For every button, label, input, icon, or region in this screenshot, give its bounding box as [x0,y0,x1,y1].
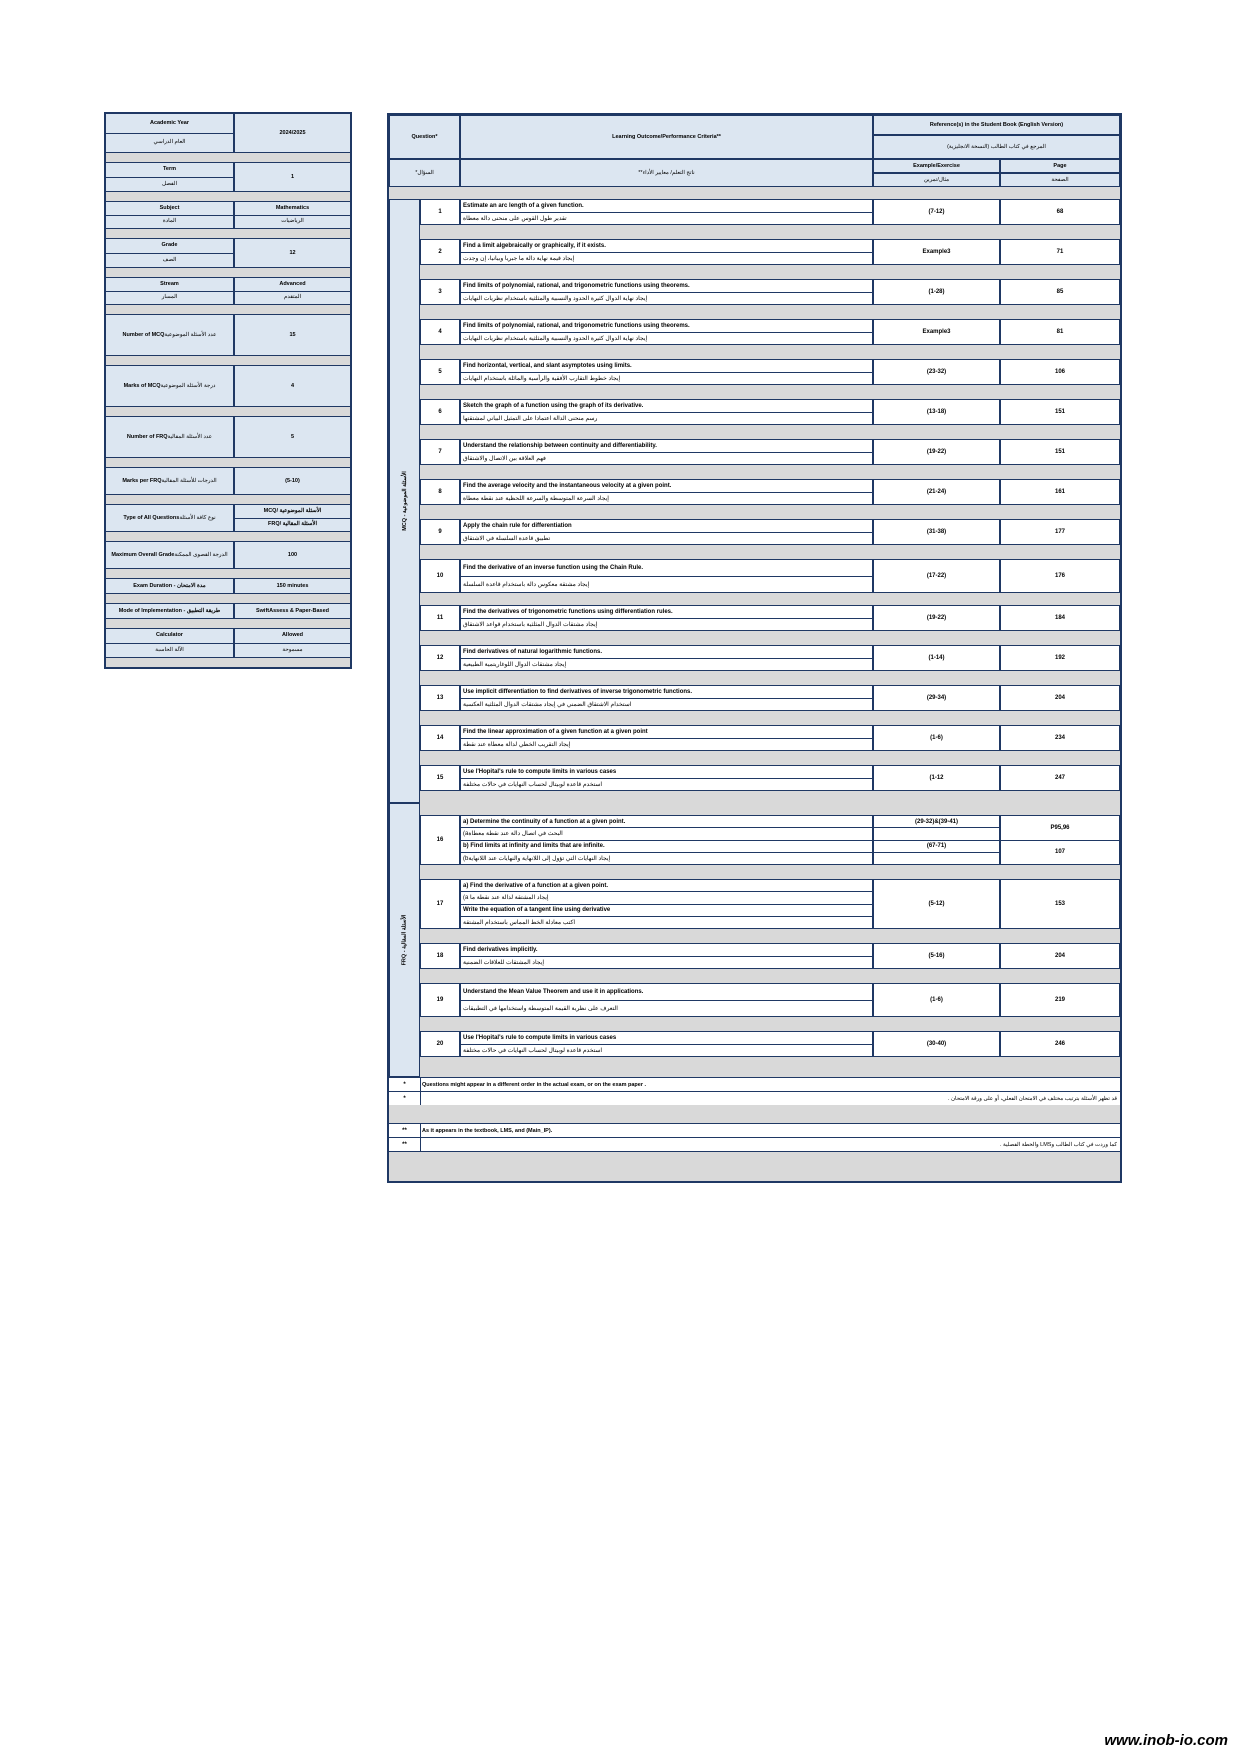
outcome-ar: تطبيق قاعدة السلسلة في الاشتقاق [463,535,551,542]
outcome-ar: إيجاد مشتقة معكوس دالة باستخدام قاعدة السلسلة [463,581,590,588]
page-value: 247 [1000,765,1120,791]
page-value: 234 [1000,725,1120,751]
table-row [420,319,1120,345]
outcome-ar: استخدم قاعدة لوبيتال لحساب النهايات في حالات مختلفة [463,781,603,788]
num-frq-value: 5 [290,433,295,440]
example-value: (1-14) [873,645,1000,671]
question-number: 5 [420,359,460,385]
outcome-en: Understand the relationship between continuity and differentiability. [461,440,872,453]
page-value: 204 [1000,943,1120,969]
calculator-value: Allowed [281,632,304,639]
question-number: 14 [420,725,460,751]
marks-frq-row [106,468,350,495]
exam-info-table [104,112,352,669]
note-text: Questions might appear in a different order in the actual exam, or on the exam paper . [422,1081,647,1088]
page-value: 106 [1000,359,1120,385]
learning-outcome [460,685,873,711]
table-row [420,685,1120,711]
question-number: 18 [420,943,460,969]
page-value: 153 [1000,879,1120,929]
example-value: (1-6) [873,725,1000,751]
stream-label-ar: المسار [106,291,233,305]
lo-header: Learning Outcome/Performance Criteria** [460,115,873,159]
page-value: 204 [1000,685,1120,711]
outcome-ar: إيجاد خطوط التقارب الأفقية والرأسية والمائلة باستخدام النهايات [463,375,621,382]
page-value: 81 [1000,319,1120,345]
question-number: 20 [420,1031,460,1057]
note-marker: ** [389,1138,421,1151]
outcome-en: Find limits of polynomial, rational, and trigonometric functions using theorems. [461,280,872,293]
outcome-en: Write the equation of a tangent line using derivative [461,905,872,917]
term-value: 1 [290,173,295,180]
page-value: 107 [1054,849,1065,856]
example-value: Example3 [873,239,1000,265]
type-row [106,505,350,532]
duration-label: Exam Duration - مدة الامتحان [133,582,206,589]
outcome-en: a) Find the derivative of a function at a given point. [461,880,872,892]
subject-label-ar: المادة [106,215,233,229]
grade-row [106,239,350,268]
marks-mcq-row [106,366,350,407]
outcome-ar: إيجاد السرعة المتوسطة والسرعة اللحظية عند نقطة معطاة [463,495,609,502]
outcome-ar: اكتب معادلة الخط المماس باستخدام المشتقة [463,919,575,926]
type-value-mcq: MCQ/ الأسئلة الموضوعية [263,507,322,514]
mcq-section-label: MCQ - الأسئلة الموضوعية [389,199,420,803]
note-row [389,1123,1120,1137]
outcome-ar: إيجاد المشتقات للعلاقات الضمنية [463,959,544,966]
outcome-en: Find limits of polynomial, rational, and trigonometric functions using theorems. [461,320,872,333]
outcome-ar: تقدير طول القوس على منحنى دالة معطاة [463,215,567,222]
question-header: Question* [389,115,460,159]
subject-label: Subject [159,204,180,211]
academic-year-label: Academic Year [149,119,190,126]
question-number: 16 [420,815,460,865]
example-value: (5-16) [873,943,1000,969]
outcome-ar: إيجاد مشتقات الدوال المثلثية باستخدام قواعد الاشتقاق [463,621,598,628]
page-value: 68 [1000,199,1120,225]
calculator-value-ar: مسموحة [235,643,350,658]
page-header: Page [1000,159,1120,173]
calculator-label: Calculator [156,632,183,639]
duration-value: 150 minutes [276,582,309,589]
outcome-en: b) Find limits at infinity and limits that are infinite. [461,841,872,853]
example-value: Example3 [873,319,1000,345]
outcome-en: Find the derivative of an inverse function using the Chain Rule. [461,560,872,577]
outcome-ar: فهم العلاقة بين الاتصال والاشتقاق [463,455,546,462]
type-value-frq: FRQ/ الأسئلة المقالية [235,518,350,532]
note-text: As it appears in the textbook, LMS, and (Main_IP). [422,1127,553,1134]
example-value: (29-32)&(39-41) [874,816,999,828]
learning-outcome [460,983,873,1017]
marks-mcq-label: Marks of MCQ درجة الأسئلة الموضوعية [123,382,216,389]
example-value: (7-12) [873,199,1000,225]
outcome-en: Find a limit algebraically or graphically, if it exists. [461,240,872,253]
learning-outcome [460,239,873,265]
page-value: 184 [1000,605,1120,631]
duration-row [106,579,350,594]
example-value: (30-40) [873,1031,1000,1057]
question-number: 3 [420,279,460,305]
example-value: (19-22) [873,605,1000,631]
page-value: 151 [1000,439,1120,465]
table-row [420,479,1120,505]
table-row [420,199,1120,225]
learning-outcome [460,879,873,929]
outcome-en: Find the linear approximation of a given function at a given point [461,726,872,739]
page-value: 71 [1000,239,1120,265]
table-row [420,943,1120,969]
learning-outcome [460,199,873,225]
example-value: (1-12 [873,765,1000,791]
table-row [420,815,1120,865]
question-number: 13 [420,685,460,711]
table-row [420,559,1120,593]
page-value: 151 [1000,399,1120,425]
page-value: 246 [1000,1031,1120,1057]
example-header-ar: مثال/تمرين [873,173,1000,187]
question-number: 1 [420,199,460,225]
type-label: Type of All Questions نوع كافة الأسئلة [123,514,216,521]
term-label: Term [162,166,177,173]
mode-label: Mode of Implementation - طريقة التطبيق [118,607,221,614]
subject-value: Mathematics [275,204,310,211]
stream-value-ar: المتقدم [235,291,350,305]
num-frq-label: Number of FRQ عدد الأسئلة المقالية [126,433,213,440]
learning-outcome [460,815,873,865]
academic-year-label-ar: العام الدراسي [106,133,233,153]
grade-label: Grade [161,242,178,249]
stream-value: Advanced [279,280,306,287]
example-value: (17-22) [873,559,1000,593]
footer-watermark: www.inob-io.com [1104,1732,1228,1749]
lo-header-ar: ناتج التعلم/ معايير الأداء** [460,159,873,187]
question-number: 19 [420,983,460,1017]
note-text-ar: كما وردت في كتاب الطالب وLMS والخطة الفصلية . [999,1141,1117,1148]
term-row [106,163,350,192]
page-value: P95,96 [1001,816,1119,841]
subject-value-ar: الرياضيات [235,215,350,229]
page-value: 192 [1000,645,1120,671]
exam-coverage-table [387,113,1122,1183]
num-mcq-row [106,315,350,356]
outcome-ar: إيجاد التقريب الخطي لدالة معطاة عند نقطة [463,741,571,748]
example-value: (23-32) [873,359,1000,385]
outcome-en: Find derivatives of natural logarithmic functions. [461,646,872,659]
question-number: 17 [420,879,460,929]
question-number: 15 [420,765,460,791]
stream-row [106,278,350,305]
table-row [420,359,1120,385]
table-row [420,645,1120,671]
marks-frq-value: (5-10) [285,477,300,484]
learning-outcome [460,559,873,593]
learning-outcome [460,519,873,545]
learning-outcome [460,399,873,425]
question-number: 11 [420,605,460,631]
outcome-ar: إيجاد قيمة نهاية دالة ما جبريا وبيانيا، إن وجدت [463,255,575,262]
example-value: (19-22) [873,439,1000,465]
table-row [420,983,1120,1017]
outcome-ar: إيجاد المشتقة لدالة عند نقطة ما a) [461,892,872,904]
outcome-en: Find horizontal, vertical, and slant asymptotes using limits. [461,360,872,373]
outcome-ar: التعرف على نظرية القيمة المتوسطة واستخدامها في التطبيقات [463,1005,618,1012]
question-number: 10 [420,559,460,593]
calculator-row [106,629,350,658]
note-marker: * [389,1092,421,1105]
table-row [420,279,1120,305]
max-grade-label: Maximum Overall Grade الدرجة القصوى الممكنة [111,551,228,558]
question-number: 12 [420,645,460,671]
outcome-ar: البحث في اتصال دالة عند نقطة معطاةa) [461,828,872,840]
outcome-ar: إيجاد النهايات التي تؤول إلى اللانهاية والنهايات عند اللانهايةb) [463,855,611,862]
example-value: (5-12) [873,879,1000,929]
learning-outcome [460,319,873,345]
learning-outcome [460,359,873,385]
example-value: (21-24) [873,479,1000,505]
learning-outcome [460,605,873,631]
outcome-en: Find derivatives implicitly. [461,944,872,957]
example-value: (13-18) [873,399,1000,425]
example-value: (29-34) [873,685,1000,711]
num-frq-row [106,417,350,458]
note-text-ar: قد تظهر الأسئلة بترتيب مختلف في الامتحان الفعلي، أو على ورقة الامتحان . [947,1095,1117,1102]
question-number: 4 [420,319,460,345]
outcome-en: Understand the Mean Value Theorem and use it in applications. [461,984,872,1001]
example-value: (67-71) [874,841,999,853]
page-value: 85 [1000,279,1120,305]
learning-outcome [460,479,873,505]
academic-year-row [106,114,350,153]
learning-outcome [460,439,873,465]
reference-header: Reference(s) in the Student Book (English Version) [873,115,1120,135]
learning-outcome [460,645,873,671]
example-value: (31-38) [873,519,1000,545]
table-row [420,1031,1120,1057]
outcome-ar: إيجاد مشتقات الدوال اللوغاريتمية الطبيعية [463,661,567,668]
outcome-en: Use l'Hopital's rule to compute limits in various cases [461,766,872,779]
page-value: 176 [1000,559,1120,593]
page-value: 219 [1000,983,1120,1017]
question-number: 9 [420,519,460,545]
outcome-ar: رسم منحنى الدالة اعتمادا على التمثيل البياني لمشتقتها [463,415,598,422]
outcome-en: Use l'Hopital's rule to compute limits in various cases [461,1032,872,1045]
page-cell [1000,815,1120,865]
table-row [420,439,1120,465]
table-row [420,765,1120,791]
term-label-ar: الفصل [106,177,233,192]
marks-mcq-value: 4 [290,382,295,389]
note-row [389,1077,1120,1091]
example-value: (1-28) [873,279,1000,305]
outcome-en: Use implicit differentiation to find derivatives of inverse trigonometric functions. [461,686,872,699]
table-row [420,399,1120,425]
num-mcq-value: 15 [289,331,296,338]
question-number: 7 [420,439,460,465]
stream-label: Stream [160,280,179,287]
outcome-ar: استخدم قاعدة لوبيتال لحساب النهايات في حالات مختلفة [463,1047,603,1054]
table-row [420,879,1120,929]
outcome-ar: إيجاد نهاية الدوال كثيرة الحدود والنسبية والمثلثية باستخدام نظريات النهايات [463,335,648,342]
page-value: 177 [1000,519,1120,545]
outcome-en: Find the derivatives of trigonometric functions using differentiation rules. [461,606,872,619]
note-row [389,1091,1120,1105]
reference-header-ar: المرجع في كتاب الطالب (النسخة الانجليزية) [873,135,1120,159]
academic-year-value: 2024/2025 [279,129,306,136]
note-marker: ** [389,1124,421,1137]
question-number: 2 [420,239,460,265]
max-grade-row [106,542,350,569]
grade-value: 12 [289,249,296,256]
example-value: (1-6) [873,983,1000,1017]
outcome-en: Find the average velocity and the instantaneous velocity at a given point. [461,480,872,493]
subject-row [106,202,350,229]
outcome-en: Estimate an arc length of a given function. [461,200,872,213]
num-mcq-label: Number of MCQ عدد الأسئلة الموضوعية [122,331,217,338]
outcome-ar: إيجاد نهاية الدوال كثيرة الحدود والنسبية والمثلثية باستخدام نظريات النهايات [463,295,648,302]
question-header-ar: السؤال* [389,159,460,187]
example-cell [873,815,1000,865]
table-row [420,725,1120,751]
learning-outcome [460,765,873,791]
outcome-en: Sketch the graph of a function using the graph of its derivative. [461,400,872,413]
learning-outcome [460,279,873,305]
note-row [389,1137,1120,1152]
learning-outcome [460,1031,873,1057]
question-number: 8 [420,479,460,505]
example-header: Example/Exercise [873,159,1000,173]
table-row [420,605,1120,631]
page-header-ar: الصفحة [1000,173,1120,187]
outcome-ar: استخدام الاشتقاق الضمني في إيجاد مشتقات الدوال المثلثية العكسية [463,701,632,708]
page-value: 161 [1000,479,1120,505]
outcome-en: a) Determine the continuity of a function at a given point. [461,816,872,828]
table-row [420,519,1120,545]
frq-section-label: FRQ - الأسئلة المقالية [389,803,420,1077]
note-marker: * [389,1078,421,1091]
calculator-label-ar: الآلة الحاسبة [106,643,233,658]
grade-label-ar: الصف [106,253,233,268]
mode-row [106,604,350,619]
mode-value: SwiftAssess & Paper-Based [255,607,330,614]
question-number: 6 [420,399,460,425]
marks-frq-label: Marks per FRQ الدرجات للأسئلة المقالية [122,477,217,484]
learning-outcome [460,943,873,969]
learning-outcome [460,725,873,751]
table-header [389,115,1120,187]
table-row [420,239,1120,265]
max-grade-value: 100 [287,551,298,558]
outcome-en: Apply the chain rule for differentiation [461,520,872,533]
